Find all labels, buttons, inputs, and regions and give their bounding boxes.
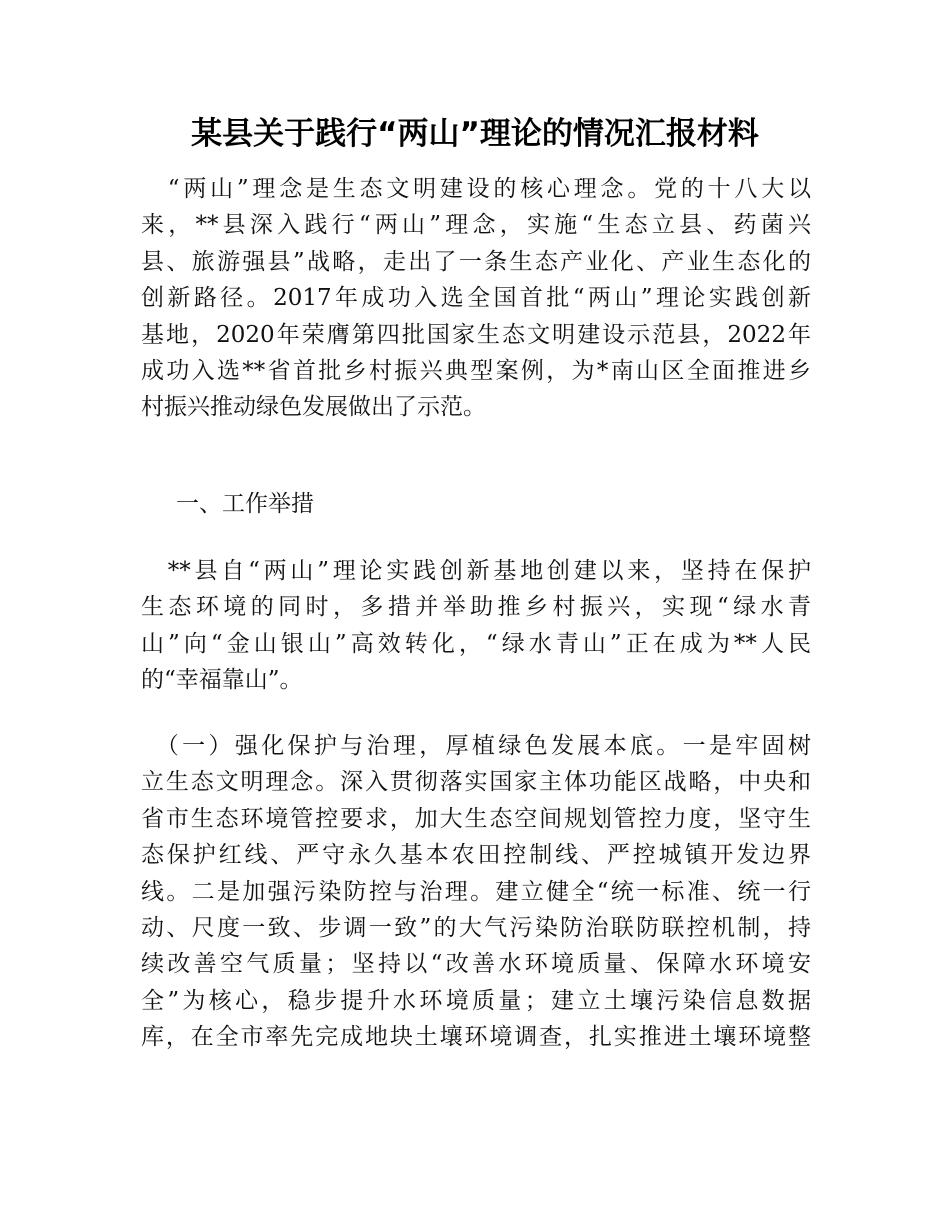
intro-line-2: 来，**县深入践行“两山”理念，实施“生态立县、药菌兴 — [141, 212, 811, 239]
section-intro-line-3: 山”向“金山银山”高效转化，“绿水青山”正在成为**人民 — [141, 630, 811, 657]
subsection-1-line-5: 线。二是加强污染防控与治理。建立健全“统一标准、统一行 — [141, 878, 811, 905]
subsection-1-paragraph — [141, 728, 811, 1056]
intro-line-7: 村振兴推动绿色发展做出了示范。 — [141, 394, 486, 421]
subsection-1-line-2: 立生态文明理念。深入贯彻落实国家主体功能区战略，中央和 — [141, 769, 811, 796]
subsection-1-line-4: 态保护红线、严守永久基本农田控制线、严控城镇开发边界 — [141, 842, 811, 869]
subsection-1-line-6: 动、尺度一致、步调一致”的大气污染防治联防联控机制，持 — [141, 914, 811, 941]
subsection-1-line-3: 省市生态环境管控要求，加大生态空间规划管控力度，坚守生 — [141, 805, 811, 832]
section-intro-line-1: **县自“两山”理论实践创新基地创建以来，坚持在保护 — [141, 558, 811, 584]
intro-paragraph — [141, 171, 811, 426]
section-intro-line-2: 生态环境的同时，多措并举助推乡村振兴，实现“绿水青 — [141, 594, 811, 621]
subsection-1-line-9: 库，在全市率先完成地块土壤环境调查，扎实推进土壤环境整 — [141, 1024, 811, 1051]
intro-line-6: 成功入选**省首批乡村振兴典型案例，为*南山区全面推进乡 — [141, 357, 811, 384]
subsection-1-line-1: （一）强化保护与治理，厚植绿色发展本底。一是牢固树 — [141, 733, 811, 759]
document-title: 某县关于践行“两山”理论的情况汇报材料 — [191, 116, 759, 152]
subsection-1-line-7: 续改善空气质量；坚持以“改善水环境质量、保障水环境安 — [141, 951, 811, 978]
section-heading: 一、工作举措 — [176, 491, 314, 517]
intro-line-3: 县、旅游强县”战略，走出了一条生态产业化、产业生态化的 — [141, 248, 811, 275]
intro-line-1: “两山”理念是生态文明建设的核心理念。党的十八大以 — [141, 176, 811, 202]
intro-line-5: 基地，2020年荣膺第四批国家生态文明建设示范县，2022年 — [141, 321, 811, 348]
subsection-1-line-8: 全”为核心，稳步提升水环境质量；建立土壤污染信息数据 — [141, 987, 811, 1014]
section-intro-paragraph — [141, 553, 811, 699]
intro-line-4: 创新路径。2017年成功入选全国首批“两山”理论实践创新 — [141, 285, 811, 312]
section-intro-line-4: 的“幸福靠山”。 — [141, 667, 303, 694]
